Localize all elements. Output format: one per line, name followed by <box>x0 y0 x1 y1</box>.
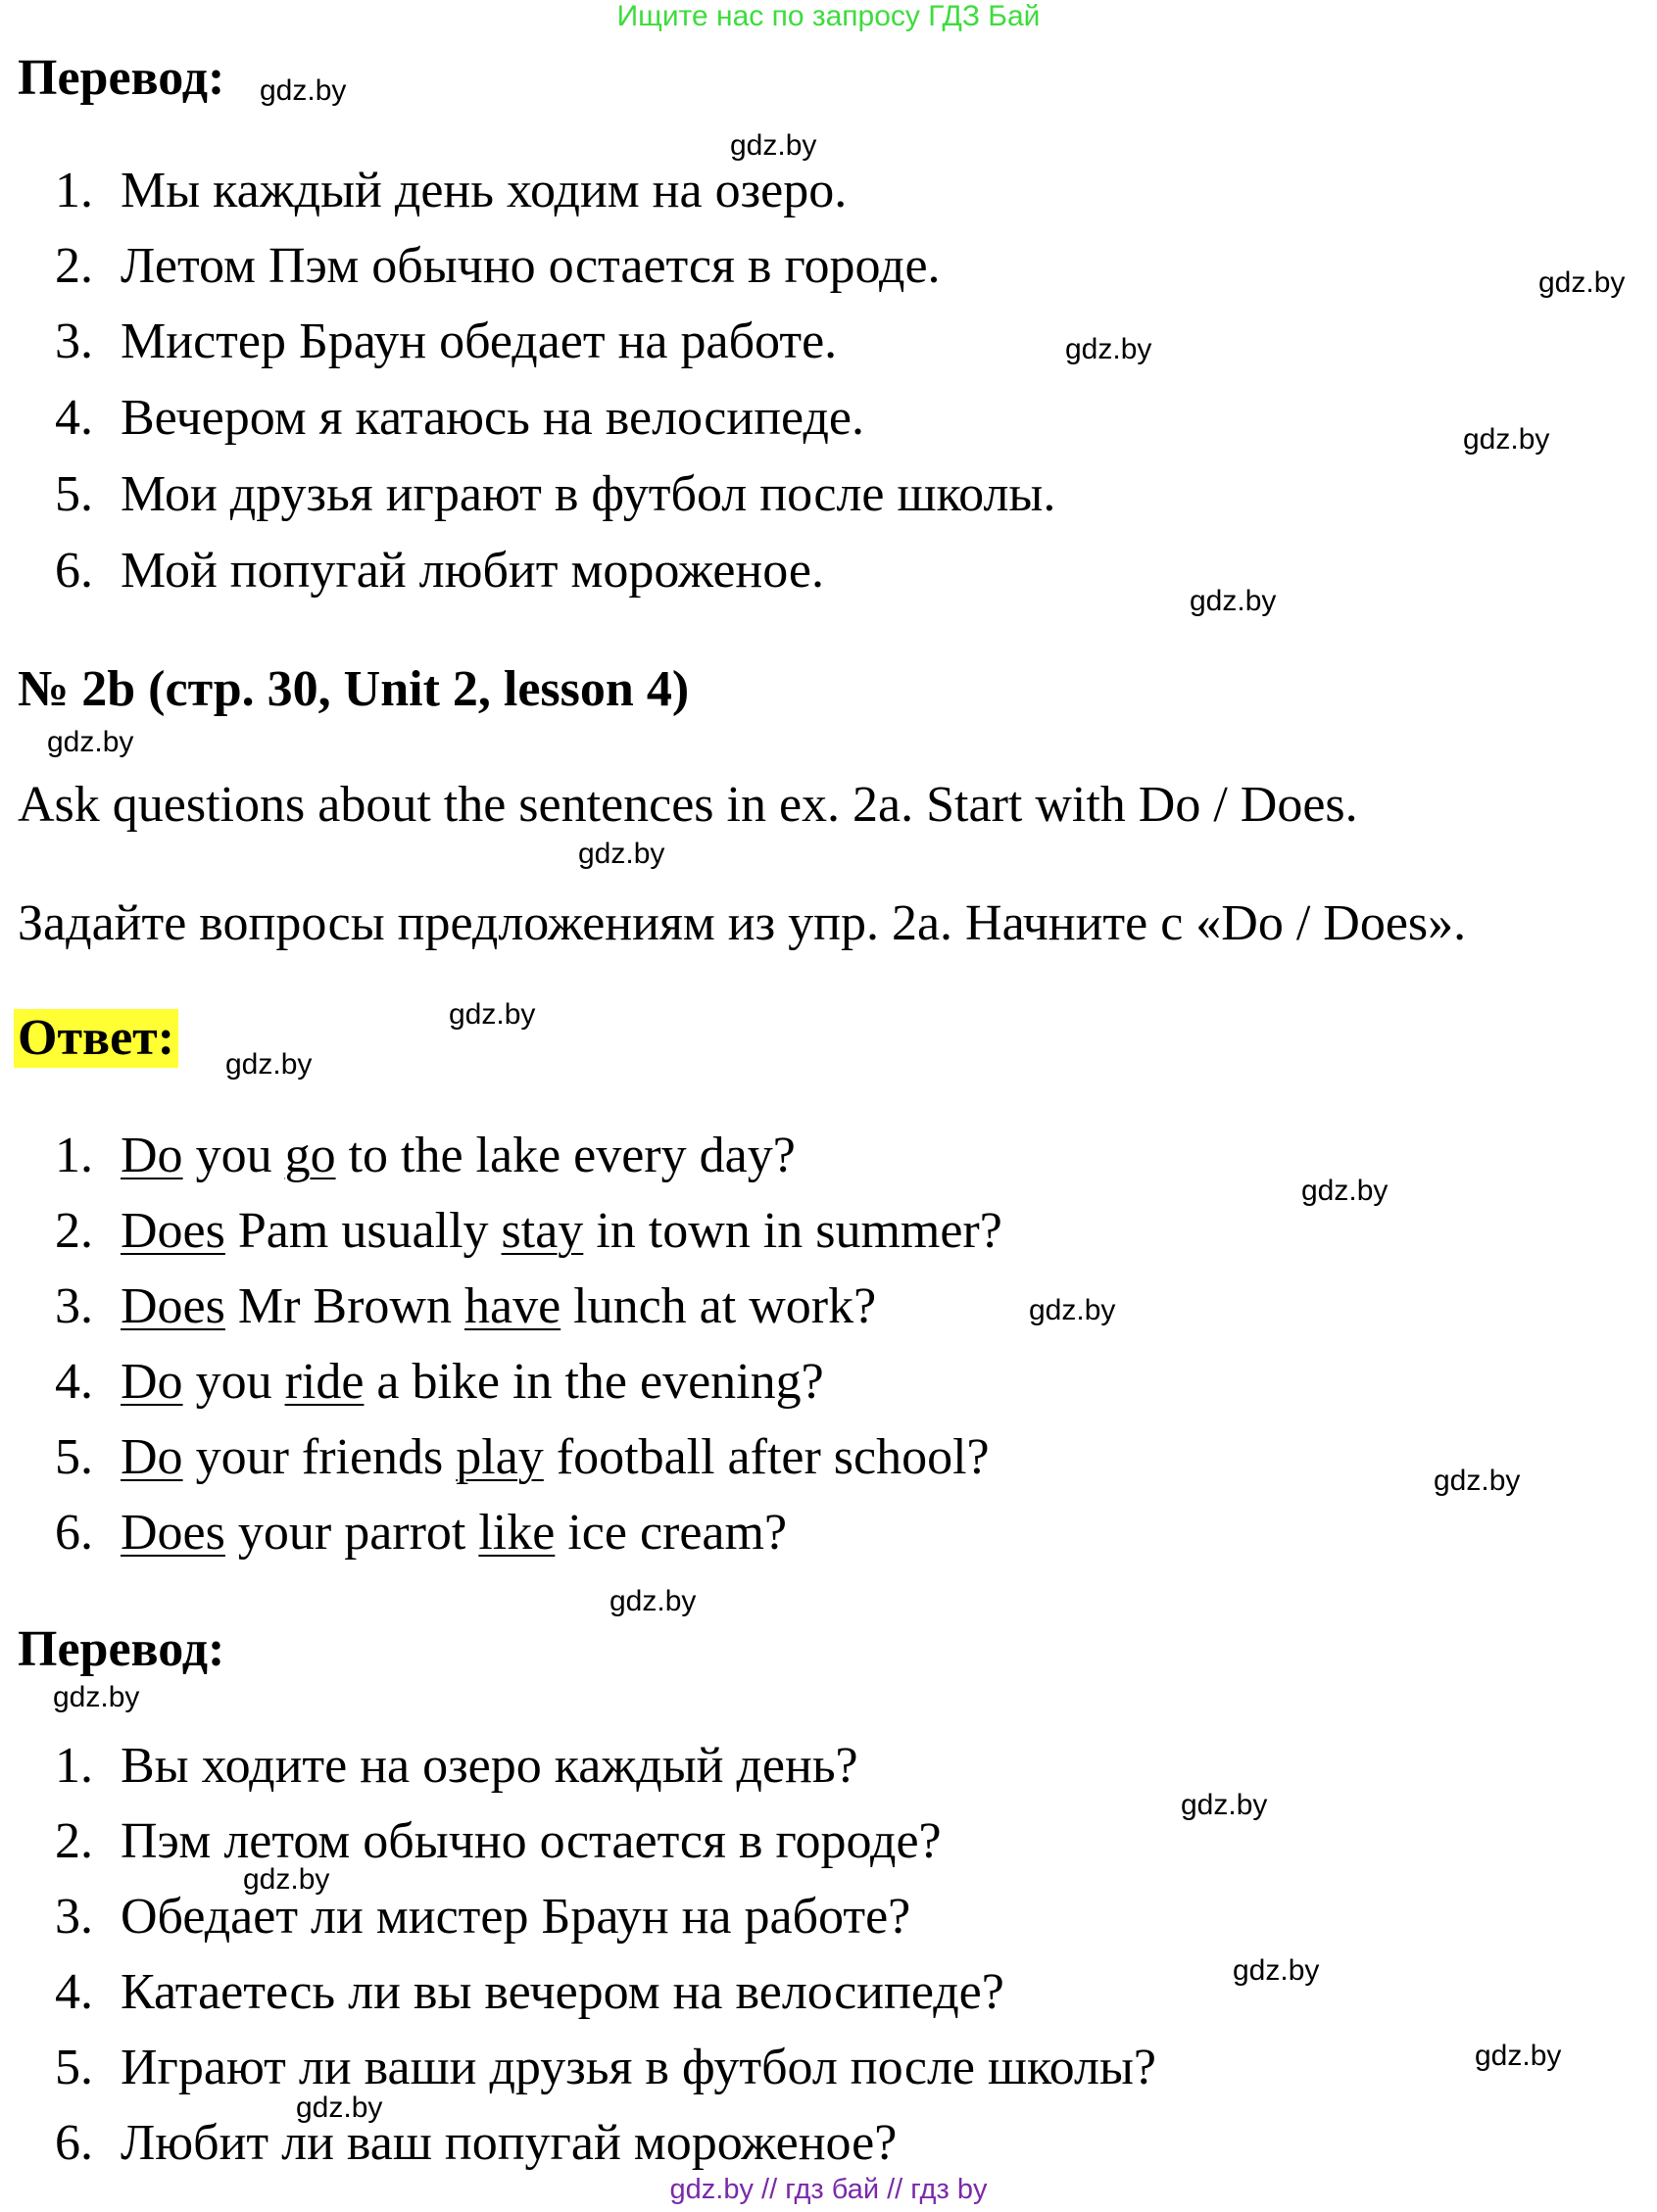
watermark: gdz.by <box>449 998 536 1031</box>
list-item: 3. Does Mr Brown have lunch at work? <box>55 1278 877 1334</box>
instruction-english: Ask questions about the sentences in ex. 2a. Start with Do / Does. <box>18 777 1358 833</box>
watermark: gdz.by <box>260 74 347 107</box>
watermark: gdz.by <box>1029 1294 1116 1326</box>
instruction-russian: Задайте вопросы предложениям из упр. 2a. Начните с «Do / Does». <box>18 895 1467 951</box>
watermark: gdz.by <box>730 129 817 162</box>
watermark: gdz.by <box>578 838 665 870</box>
watermark: gdz.by <box>1538 266 1626 299</box>
watermark: gdz.by <box>1065 333 1152 365</box>
list-item: 5. Мои друзья играют в футбол после школы. <box>55 466 1056 522</box>
list-item: 6. Любит ли ваш попугай мороженое? <box>55 2115 898 2171</box>
top-banner: Ищите нас по запросу ГДЗ Бай <box>616 0 1041 32</box>
exercise-title: № 2b (стр. 30, Unit 2, lesson 4) <box>18 661 690 717</box>
list-item: 5. Do your friends play football after school? <box>55 1429 990 1485</box>
list-item: 4. Do you ride a bike in the evening? <box>55 1354 824 1410</box>
list-item: 2. Летом Пэм обычно остается в городе. <box>55 238 941 294</box>
footer-links: gdz.by // гдз бай // гдз by <box>669 2174 988 2205</box>
list-item: 1. Мы каждый день ходим на озеро. <box>55 163 848 218</box>
watermark: gdz.by <box>1463 423 1550 456</box>
watermark: gdz.by <box>1301 1175 1389 1207</box>
translation-heading-1: Перевод: <box>18 50 225 106</box>
list-item: 1. Вы ходите на озеро каждый день? <box>55 1738 858 1794</box>
watermark: gdz.by <box>1475 2040 1562 2072</box>
watermark: gdz.by <box>47 726 134 758</box>
watermark: gdz.by <box>1233 1954 1320 1987</box>
watermark: gdz.by <box>296 2092 383 2124</box>
list-item: 5. Играют ли ваши друзья в футбол после школы? <box>55 2040 1156 2095</box>
list-item: 2. Does Pam usually stay in town in summer? <box>55 1203 1002 1259</box>
list-item: 6. Does your parrot like ice cream? <box>55 1505 788 1561</box>
watermark: gdz.by <box>1434 1465 1521 1497</box>
list-item: 6. Мой попугай любит мороженое. <box>55 543 824 599</box>
list-item: 2. Пэм летом обычно остается в городе? <box>55 1813 942 1869</box>
list-item: 1. Do you go to the lake every day? <box>55 1128 796 1183</box>
translation-heading-2: Перевод: <box>18 1621 225 1677</box>
list-item: 3. Обедает ли мистер Браун на работе? <box>55 1889 911 1945</box>
answer-label: Ответ: <box>14 1009 178 1068</box>
watermark: gdz.by <box>53 1681 140 1713</box>
list-item: 4. Катаетесь ли вы вечером на велосипеде? <box>55 1964 1004 2020</box>
watermark: gdz.by <box>225 1048 313 1081</box>
list-item: 4. Вечером я катаюсь на велосипеде. <box>55 390 864 446</box>
watermark: gdz.by <box>609 1585 697 1617</box>
watermark: gdz.by <box>1190 585 1277 617</box>
list-item: 3. Мистер Браун обедает на работе. <box>55 313 838 369</box>
watermark: gdz.by <box>243 1863 330 1896</box>
watermark: gdz.by <box>1181 1789 1268 1821</box>
